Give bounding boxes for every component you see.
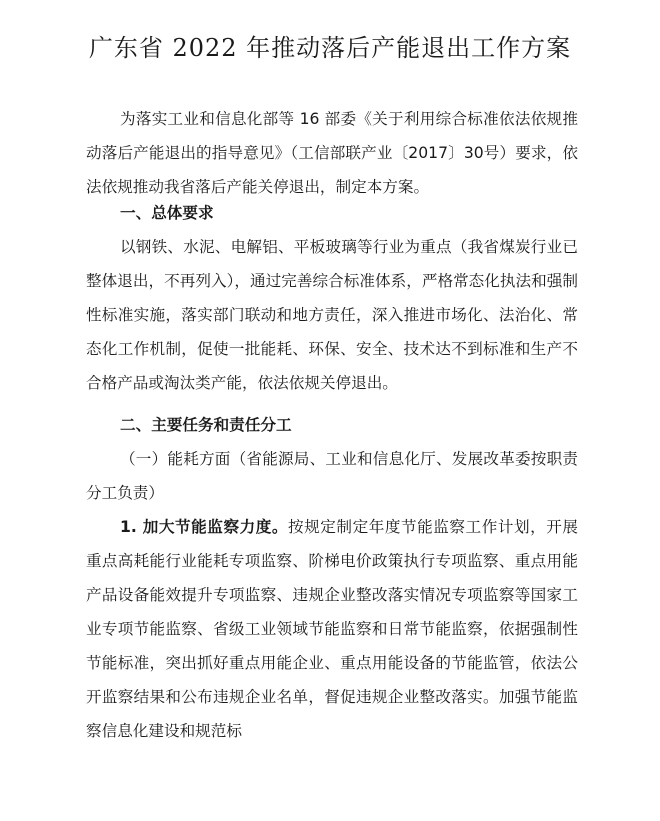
- item-energy-supervision: [86, 510, 578, 748]
- item-lead: 1. 加大节能监察力度。: [120, 518, 289, 536]
- section-heading-general-requirements: 一、总体要求: [120, 204, 214, 222]
- intro-paragraph: 为落实工业和信息化部等 16 部委《关于利用综合标准依法依规推动落后产能退出的指导意见》（工信部联产业〔2017〕30号）要求，依法依规推动我省落后产能关停退出，制定本方案。: [86, 110, 578, 196]
- document-title: 广东省 2022 年推动落后产能退出工作方案: [88, 34, 572, 62]
- general-requirements-paragraph: 以钢铁、水泥、电解铝、平板玻璃等行业为重点（我省煤炭行业已整体退出，不再列入），通过完善综合标准体系，严格常态化执法和强制性标准实施，落实部门联动和地方责任，深入推进市场化、法治化、常态化工作机制，促使一批能耗、环保、安全、技术达不到标准和生产不合格产品或淘汰类产能，依法依规关停退出。: [86, 238, 578, 392]
- item-body: 按规定制定年度节能监察工作计划，开展重点高耗能行业能耗专项监察、阶梯电价政策执行专项监察、重点用能产品设备能效提升专项监察、违规企业整改落实情况专项监察等国家工业专项节能监察、省级工业领域节能监察和日常节能监察，依据强制性节能标准，突出抓好重点用能企业、重点用能设备的节能监管，依法公开监察结果和公布违规企业名单，督促违规企业整改落实。加强节能监察信息化建设和规范标: [86, 518, 578, 740]
- section-heading-main-tasks: 二、主要任务和责任分工: [120, 416, 292, 434]
- subsection-heading-energy: （一）能耗方面（省能源局、工业和信息化厅、发展改革委按职责分工负责）: [86, 450, 578, 502]
